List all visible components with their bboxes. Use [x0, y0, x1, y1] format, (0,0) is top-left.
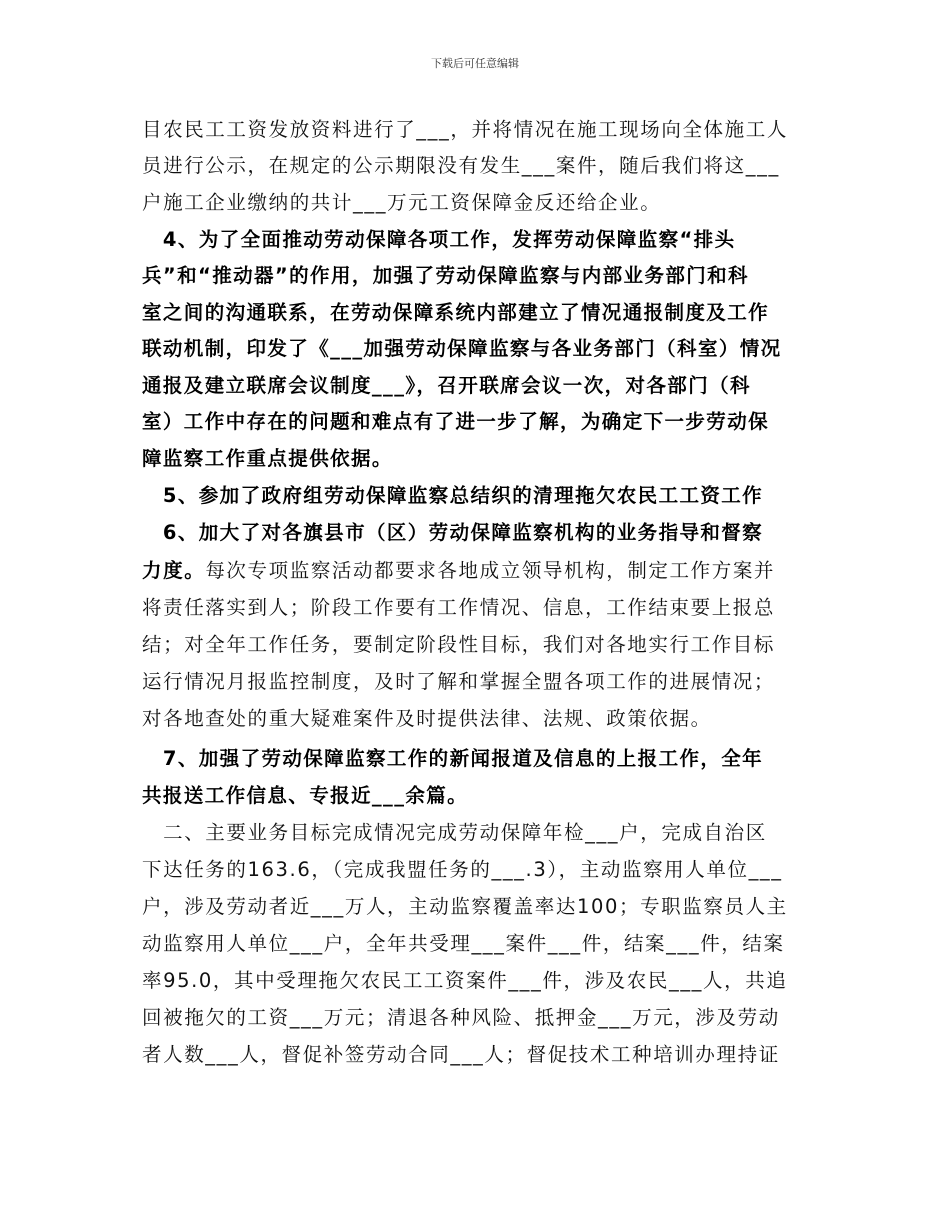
paragraph-line: 下达任务的163.6，（完成我盟任务的___.3），主动监察用人单位___ [142, 858, 783, 881]
paragraph-line: 室之间的沟通联系，在劳动保障系统内部建立了情况通报制度及工作 [142, 301, 770, 324]
page-header: 下载后可任意编辑 [431, 57, 519, 70]
bold-lead-in: 力度。 [142, 559, 206, 582]
paragraph-line: 目农民工工资发放资料进行了___，并将情况在施工现场向全体施工人 [142, 118, 788, 141]
paragraph-line: 者人数___人，督促补签劳动合同___人；督促技术工种培训办理持证 [142, 1043, 780, 1066]
paragraph-line: 率95.0，其中受理拖欠农民工工资案件___件，涉及农民___人，共追 [142, 969, 788, 992]
paragraph-line: 7、加强了劳动保障监察工作的新闻报道及信息的上报工作，全年 [142, 747, 764, 770]
paragraph-line: 联动机制，印发了《___加强劳动保障监察与各业务部门（科室）情况 [142, 337, 782, 360]
paragraph-line: 户施工企业缴纳的共计___万元工资保障金反还给企业。 [142, 191, 662, 214]
paragraph-line: 5、参加了政府组劳动保障监察总结织的清理拖欠农民工工资工作 [142, 484, 764, 507]
paragraph-line: 户，涉及劳动者近___万人，主动监察覆盖率达100；专职监察员人主 [142, 895, 788, 918]
paragraph-line-mixed [142, 559, 822, 583]
normal-continuation: 每次专项监察活动都要求各地成立领导机构，制定工作方案并 [205, 559, 776, 582]
paragraph-line: 动监察用人单位___户，全年共受理___案件___件，结案___件，结案 [142, 932, 785, 955]
paragraph-line: 兵”和“推动器”的作用，加强了劳动保障监察与内部业务部门和科 [142, 264, 749, 287]
paragraph-line: 共报送工作信息、专报近___余篇。 [142, 784, 469, 807]
paragraph-line: 运行情况月报监控制度，及时了解和掌握全盟各项工作的进展情况； [142, 670, 776, 693]
paragraph-line: 4、为了全面推动劳动保障各项工作，发挥劳动保障监察“排头 [142, 228, 736, 251]
paragraph-line: 6、加大了对各旗县市（区）劳动保障监察机构的业务指导和督察 [142, 521, 764, 544]
paragraph-line: 室）工作中存在的问题和难点有了进一步了解，为确定下一步劳动保 [142, 410, 770, 433]
paragraph-line: 对各地查处的重大疑难案件及时提供法律、法规、政策依据。 [142, 707, 712, 730]
paragraph-line: 结；对全年工作任务，要制定阶段性目标，我们对各地实行工作目标 [142, 633, 776, 656]
paragraph-line: 将责任落实到人；阶段工作要有工作情况、信息，工作结束要上报总 [142, 596, 776, 619]
paragraph-line: 回被拖欠的工资___万元；清退各种风险、抵押金___万元，涉及劳动 [142, 1006, 780, 1029]
paragraph-line: 通报及建立联席会议制度___》，召开联席会议一次，对各部门（科 [142, 374, 751, 397]
paragraph-line: 员进行公示，在规定的公示期限没有发生___案件，随后我们将这___ [142, 154, 780, 177]
paragraph-line: 二、主要业务目标完成情况完成劳动保障年检___户，完成自治区 [142, 821, 767, 844]
paragraph-line: 障监察工作重点提供依据。 [142, 447, 393, 470]
